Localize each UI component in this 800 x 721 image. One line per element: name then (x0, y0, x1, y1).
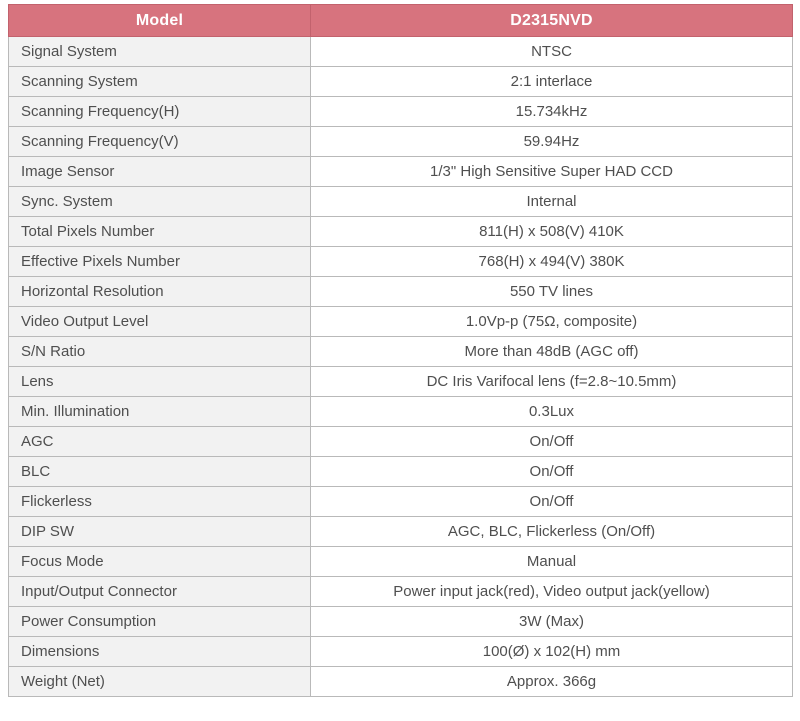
spec-value: On/Off (311, 487, 793, 517)
spec-value: Approx. 366g (311, 667, 793, 697)
spec-value: On/Off (311, 457, 793, 487)
table-row (9, 367, 793, 397)
spec-value: DC Iris Varifocal lens (f=2.8~10.5mm) (311, 367, 793, 397)
table-row (9, 67, 793, 97)
spec-value: Manual (311, 547, 793, 577)
spec-label: Scanning Frequency(V) (9, 127, 311, 157)
spec-label: Scanning System (9, 67, 311, 97)
spec-value: 3W (Max) (311, 607, 793, 637)
spec-value: 1/3" High Sensitive Super HAD CCD (311, 157, 793, 187)
spec-label: Signal System (9, 37, 311, 67)
spec-label: S/N Ratio (9, 337, 311, 367)
spec-value: 2:1 interlace (311, 67, 793, 97)
spec-value: Power input jack(red), Video output jack(yellow) (311, 577, 793, 607)
spec-label: Effective Pixels Number (9, 247, 311, 277)
table-row (9, 247, 793, 277)
table-row (9, 517, 793, 547)
table-header-row (9, 5, 793, 37)
spec-label: Min. Illumination (9, 397, 311, 427)
header-model-value: D2315NVD (311, 5, 793, 37)
table-row (9, 397, 793, 427)
table-row (9, 127, 793, 157)
spec-label: AGC (9, 427, 311, 457)
spec-value: Internal (311, 187, 793, 217)
table-row (9, 157, 793, 187)
table-row (9, 277, 793, 307)
spec-label: Video Output Level (9, 307, 311, 337)
spec-label: Total Pixels Number (9, 217, 311, 247)
spec-label: BLC (9, 457, 311, 487)
spec-value: 811(H) x 508(V) 410K (311, 217, 793, 247)
table-row (9, 97, 793, 127)
table-row (9, 187, 793, 217)
spec-label: Input/Output Connector (9, 577, 311, 607)
spec-value: More than 48dB (AGC off) (311, 337, 793, 367)
spec-label: Lens (9, 367, 311, 397)
table-row (9, 577, 793, 607)
spec-value: 15.734kHz (311, 97, 793, 127)
spec-label: DIP SW (9, 517, 311, 547)
spec-label: Image Sensor (9, 157, 311, 187)
spec-label: Scanning Frequency(H) (9, 97, 311, 127)
table-row (9, 637, 793, 667)
table-row (9, 307, 793, 337)
spec-value: AGC, BLC, Flickerless (On/Off) (311, 517, 793, 547)
spec-value: 550 TV lines (311, 277, 793, 307)
spec-value: 1.0Vp-p (75Ω, composite) (311, 307, 793, 337)
spec-label: Horizontal Resolution (9, 277, 311, 307)
table-row (9, 547, 793, 577)
table-row (9, 37, 793, 67)
spec-label: Weight (Net) (9, 667, 311, 697)
table-row (9, 427, 793, 457)
table-row (9, 487, 793, 517)
spec-value: 59.94Hz (311, 127, 793, 157)
spec-label: Dimensions (9, 637, 311, 667)
table-row (9, 337, 793, 367)
spec-value: NTSC (311, 37, 793, 67)
table-row (9, 667, 793, 697)
table-row (9, 607, 793, 637)
spec-value: 0.3Lux (311, 397, 793, 427)
spec-label: Sync. System (9, 187, 311, 217)
spec-value: 100(Ø) x 102(H) mm (311, 637, 793, 667)
spec-label: Power Consumption (9, 607, 311, 637)
spec-value: On/Off (311, 427, 793, 457)
specification-table (8, 4, 793, 697)
spec-value: 768(H) x 494(V) 380K (311, 247, 793, 277)
table-row (9, 217, 793, 247)
table-row (9, 457, 793, 487)
spec-label: Focus Mode (9, 547, 311, 577)
header-model-label: Model (9, 5, 311, 37)
spec-label: Flickerless (9, 487, 311, 517)
